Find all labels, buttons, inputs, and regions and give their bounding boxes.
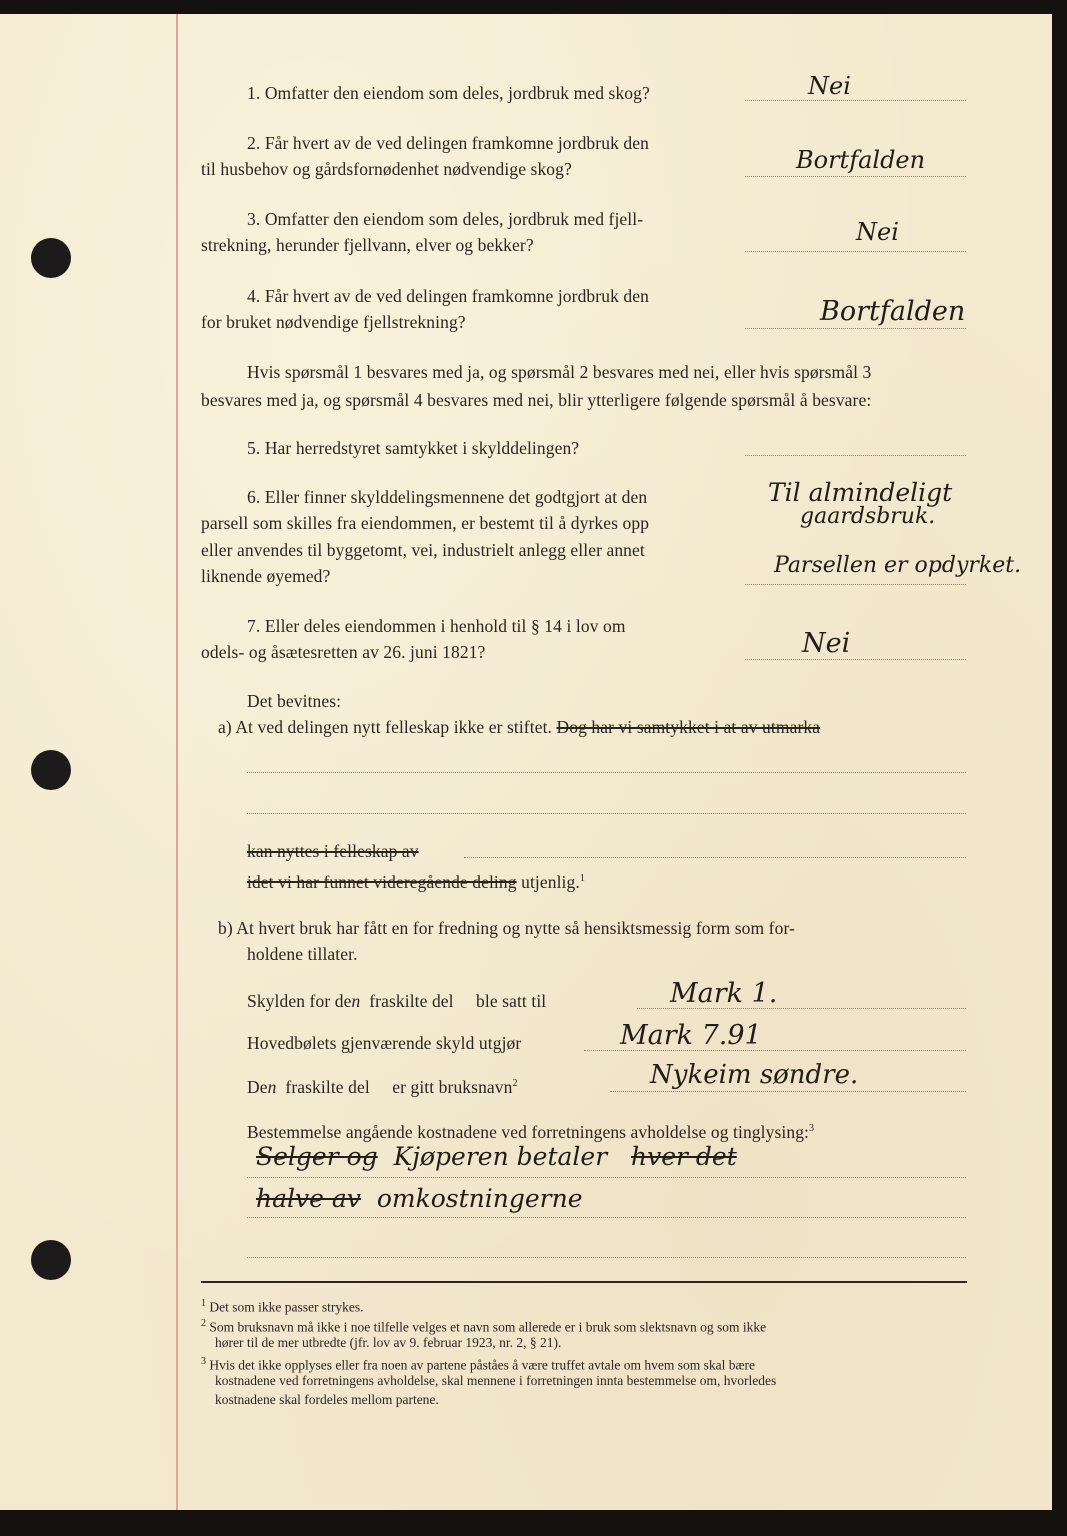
answer-6-line-3: Parsellen er opdyrket.: [774, 553, 1022, 578]
answer-2: Bortfalden: [796, 146, 926, 174]
attestation-a: a) At ved delingen nytt felleskap ikke er stiftet. Dog har vi samtykket i at av utmarka: [218, 717, 821, 737]
answer-3: Nei: [856, 218, 899, 246]
question-7-line-2: odels- og åsætesretten av 26. juni 1821?: [201, 642, 486, 662]
question-3-line-2: strekning, herunder fjellvann, elver og bekker?: [201, 235, 534, 255]
fill-line-a2[interactable]: [247, 813, 966, 814]
fill-line-a1[interactable]: [247, 772, 966, 773]
footnote-2: $^2$ Som bruksnavn må ikke i noe tilfelle velges et navn som allerede er i bruk som slektsnavn og som ikke: [201, 1318, 767, 1335]
cost-field-3[interactable]: [247, 1257, 966, 1258]
skyld-label: Skylden for den fraskilte del ble satt til: [247, 991, 547, 1011]
question-2-line-2: til husbehov og gårdsfornødenhet nødvendige skog?: [201, 159, 572, 179]
cost-value-line-2: halve av omkostningerne: [256, 1184, 583, 1213]
question-3-line-1: 3. Omfatter den eiendom som deles, jordbruk med fjell-: [247, 209, 644, 229]
question-6-line-3: eller anvendes til byggetomt, vei, industrielt anlegg eller annet: [201, 540, 645, 560]
question-4-line-2: for bruket nødvendige fjellstrekning?: [201, 312, 466, 332]
answer-line-5[interactable]: [745, 455, 966, 456]
footnote-3-line-3: kostnadene skal fordeles mellom partene.: [215, 1392, 439, 1407]
cost-label: Bestemmelse angående kostnadene ved forretningens avholdelse og tinglysing:$^3$: [247, 1121, 815, 1142]
struck-text: Dog har vi samtykket i at av utmarka: [556, 717, 821, 737]
question-4-line-1: 4. Får hvert av de ved delingen framkomne jordbruk den: [247, 286, 649, 306]
footnote-3-line-2: kostnadene ved forretningens avholdelse, skal mennene i forretningen innta bestemmelse om, hvorledes: [215, 1373, 777, 1388]
footnote-1: $^1$ Det som ikke passer strykes.: [201, 1298, 364, 1315]
hoved-label: Hovedbølets gjenværende skyld utgjør: [247, 1033, 522, 1053]
attestation-a-line-2: kan nyttes i felleskap av: [247, 841, 419, 861]
footnote-3: $^3$ Hvis det ikke opplyses eller fra noen av partene påståes å være truffet avtale om hvem som skal bære: [201, 1356, 755, 1373]
footnote-2-line-2: hører til de mer utbredte (jfr. lov av 9. februar 1923, nr. 2, § 21).: [215, 1335, 562, 1350]
question-6-line-4: liknende øyemed?: [201, 566, 331, 586]
cost-field-2[interactable]: [247, 1217, 966, 1218]
question-1: 1. Omfatter den eiendom som deles, jordbruk med skog?: [247, 83, 650, 103]
question-7-line-1: 7. Eller deles eiendommen i henhold til § 14 i lov om: [247, 616, 626, 636]
navn-field[interactable]: [610, 1091, 966, 1092]
answer-6-line-2: gaardsbruk.: [800, 504, 936, 529]
answer-line-2[interactable]: [745, 176, 966, 177]
answer-1: Nei: [808, 72, 851, 100]
footnote-divider: [201, 1281, 967, 1283]
margin-line: [176, 14, 178, 1510]
answer-7: Nei: [802, 628, 851, 659]
attestation-a-line-3: idet vi har funnet videregående deling utjenlig.$^1$: [247, 871, 585, 892]
answer-4: Bortfalden: [820, 296, 966, 327]
cost-field-1[interactable]: [247, 1177, 966, 1178]
attestation-heading: Det bevitnes:: [247, 691, 342, 711]
answer-6-line-1: Til almindeligt: [768, 478, 953, 507]
answer-line-1[interactable]: [745, 100, 966, 101]
fill-line-a3[interactable]: [464, 857, 966, 858]
navn-label: Den fraskilte del er gitt bruksnavn$^2$: [247, 1076, 518, 1097]
question-5: 5. Har herredstyret samtykket i skylddelingen?: [247, 438, 580, 458]
navn-value: Nykeim søndre.: [650, 1060, 859, 1090]
answer-line-3[interactable]: [745, 251, 966, 252]
answer-line-7[interactable]: [745, 659, 966, 660]
answer-line-4[interactable]: [745, 328, 966, 329]
question-2-line-1: 2. Får hvert av de ved delingen framkomne jordbruk den: [247, 133, 649, 153]
instruction-line-2: besvares med ja, og spørsmål 4 besvares med nei, blir ytterligere følgende spørsmål å besvare:: [201, 390, 872, 410]
attestation-b-line-1: b) At hvert bruk har fått en for fredning og nytte så hensiktsmessig form som for-: [218, 918, 795, 938]
question-6-line-2: parsell som skilles fra eiendommen, er bestemt til å dyrkes opp: [201, 513, 650, 533]
punch-hole-icon: [31, 750, 71, 790]
cost-value-line-1: Selger og Kjøperen betaler hver det: [256, 1142, 737, 1171]
hoved-value: Mark 7.91: [620, 1020, 762, 1051]
punch-hole-icon: [31, 1240, 71, 1280]
skyld-value: Mark 1.: [670, 978, 778, 1009]
answer-line-6[interactable]: [745, 584, 966, 585]
instruction-line-1: Hvis spørsmål 1 besvares med ja, og spørsmål 2 besvares med nei, eller hvis spørsmål 3: [247, 362, 872, 382]
punch-hole-icon: [31, 238, 71, 278]
question-6-line-1: 6. Eller finner skylddelingsmennene det godtgjort at den: [247, 487, 648, 507]
attestation-b-line-2: holdene tillater.: [247, 944, 358, 964]
